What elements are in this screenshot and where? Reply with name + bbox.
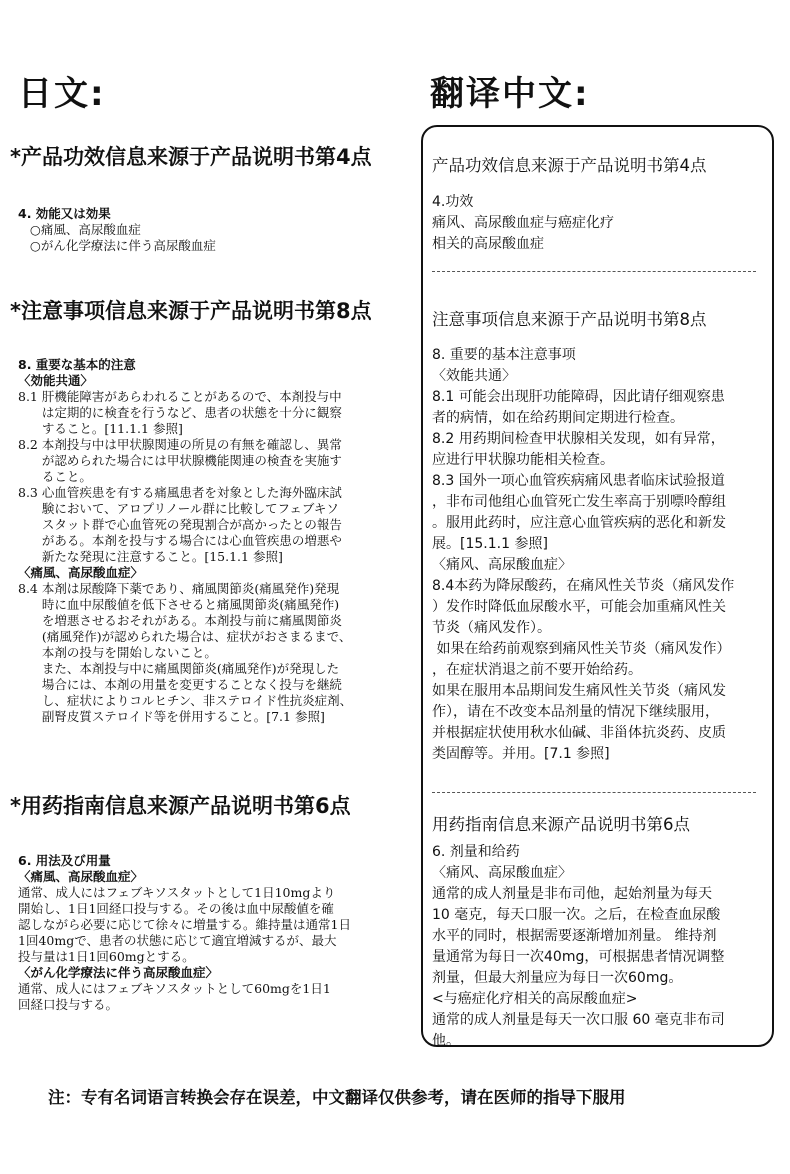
japanese-precautions-text (18, 357, 352, 725)
text-line: 6. 剂量和给药 (432, 844, 520, 860)
text-line: 他。 (432, 1033, 460, 1049)
text-line: 副腎皮質ステロイド等を併用すること。[7.1 参照] (18, 709, 325, 724)
text-line: 〈效能共通〉 (432, 368, 516, 384)
left-section-heading-dosage: *用药指南信息来源产品说明书第6点 (10, 794, 351, 818)
text-line: 如果在给药前观察到痛风性关节炎（痛风发作） (432, 641, 731, 657)
text-line: 类固醇等。并用。[7.1 参照] (432, 746, 610, 762)
text-line: 并根据症状使用秋水仙碱、非甾体抗炎药、皮质 (432, 725, 726, 741)
text-line: <与癌症化疗相关的高尿酸血症> (432, 991, 638, 1007)
text-line: 。服用此药时，应注意心血管疾病的恶化和新发 (432, 515, 726, 531)
text-line: 験において、アロプリノール群に比較してフェブキソ (18, 501, 339, 516)
japanese-efficacy-text (18, 206, 216, 254)
text-line: 8.2 本剤投与中は甲状腺関連の所見の有無を確認し、異常 (18, 437, 342, 452)
text-line: がある。本剤を投与する場合には心血管疾患の増悪や (18, 533, 342, 548)
text-line: スタット群で心血管死の発現割合が高かったとの報告 (18, 517, 342, 532)
text-line: し、症状によりコルヒチン、非ステロイド性抗炎症剤、 (18, 693, 353, 708)
text-line: 作），请在不改变本品剂量的情况下继续服用， (432, 704, 719, 720)
left-section-heading-efficacy: *产品功效信息来源于产品说明书第4点 (10, 145, 372, 169)
text-line: 8.4 本剤は尿酸降下薬であり、痛風関節炎(痛風発作)発現 (18, 581, 340, 596)
text-line: 〈痛風、高尿酸血症〉 (18, 565, 144, 580)
section-divider (432, 271, 756, 272)
text-line: 8.1 肝機能障害があらわれることがあるので、本剤投与中 (18, 389, 342, 404)
text-line: ）发作时降低血尿酸水平，可能会加重痛风性关 (432, 599, 726, 615)
text-line: 〈効能共通〉 (18, 373, 94, 388)
text-line: 認しながら必要に応じて徐々に増量する。維持量は通常1日 (18, 917, 351, 932)
text-line: 〈痛风、高尿酸血症〉 (432, 865, 572, 881)
text-line: 投与量は1日1回60mgとする。 (18, 949, 195, 964)
text-line: 4.功效 (432, 194, 474, 210)
text-line: 開始し、1日1回経口投与する。その後は血中尿酸値を確 (18, 901, 334, 916)
text-line: 展。[15.1.1 参照] (432, 536, 548, 552)
left-section-heading-precautions: *注意事项信息来源于产品说明书第8点 (10, 299, 372, 323)
text-line: (痛風発作)が認められた場合は、症状がおさまるまで、 (18, 629, 352, 644)
right-section-heading-efficacy: 产品功效信息来源于产品说明书第4点 (432, 156, 707, 175)
chinese-heading: 翻译中文: (430, 74, 590, 114)
text-line: 〈痛风、高尿酸血症〉 (432, 557, 572, 573)
text-line: 节炎（痛风发作）。 (432, 620, 551, 636)
text-line: 量通常为每日一次40mg，可根据患者情况调整 (432, 949, 725, 965)
text-line: 〈痛風、高尿酸血症〉 (18, 869, 144, 884)
japanese-dosage-text (18, 853, 351, 1013)
text-line: 通常的成人剂量是每天一次口服 60 毫克非布司 (432, 1012, 725, 1028)
text-line: 应进行甲状腺功能相关检查。 (432, 452, 614, 468)
text-line: 10 毫克，每天口服一次。之后，在检查血尿酸 (432, 907, 721, 923)
text-line: 6. 用法及び用量 (18, 853, 111, 868)
text-line: 8. 重要な基本的注意 (18, 357, 136, 372)
text-line: を増悪させるおそれがある。本剤投与前に痛風関節炎 (18, 613, 342, 628)
text-line: 8.2 用药期间检查甲状腺相关发现，如有异常， (432, 431, 725, 447)
text-line: ，在症状消退之前不要开始给药。 (432, 662, 642, 678)
text-line: 通常、成人にはフェブキソスタットとして1日10mgより (18, 885, 336, 900)
text-line: 1回40mgで、患者の状態に応じて適宜増減するが、最大 (18, 933, 337, 948)
text-line: 相关的高尿酸血症 (432, 236, 544, 252)
text-line: 8.1 可能会出现肝功能障碍，因此请仔细观察患 (432, 389, 725, 405)
text-line: 如果在服用本品期间发生痛风性关节炎（痛风发 (432, 683, 726, 699)
disclaimer-note: 注：专有名词语言转换会存在误差，中文翻译仅供参考，请在医师的指导下服用 (48, 1088, 626, 1107)
chinese-precautions-text (432, 345, 734, 765)
text-line: が認められた場合には甲状腺機能関連の検査を実施す (18, 453, 342, 468)
text-line: ○痛風、高尿酸血症 (18, 222, 141, 237)
right-section-heading-precautions: 注意事项信息来源于产品说明书第8点 (432, 310, 707, 329)
text-line: 8.4本药为降尿酸药，在痛风性关节炎（痛风发作 (432, 578, 735, 594)
text-line: 水平的同时，根据需要逐渐增加剂量。 维持剂 (432, 928, 717, 944)
chinese-efficacy-text (432, 192, 614, 255)
text-line: 痛风、高尿酸血症与癌症化疗 (432, 215, 614, 231)
text-line: 8.3 心血管疾患を有する痛風患者を対象とした海外臨床試 (18, 485, 342, 500)
japanese-heading: 日文: (18, 74, 106, 114)
section-divider (432, 792, 756, 793)
text-line: 8.3 国外一项心血管疾病痛风患者临床试验报道 (432, 473, 725, 489)
text-line: 者的病情，如在给药期间定期进行检查。 (432, 410, 684, 426)
text-line: 新たな発現に注意すること。[15.1.1 参照] (18, 549, 283, 564)
text-line: 8. 重要的基本注意事项 (432, 347, 576, 363)
text-line: は定期的に検査を行うなど、患者の状態を十分に観察 (18, 405, 342, 420)
text-line: 本剤の投与を開始しないこと。 (18, 645, 217, 660)
chinese-dosage-text (432, 842, 725, 1052)
text-line: 剂量，但最大剂量应为每日一次60mg。 (432, 970, 683, 986)
text-line: すること。[11.1.1 参照] (18, 421, 183, 436)
right-section-heading-dosage: 用药指南信息来源产品说明书第6点 (432, 815, 690, 834)
text-line: 回経口投与する。 (18, 997, 119, 1012)
text-line: 時に血中尿酸値を低下させると痛風関節炎(痛風発作) (18, 597, 340, 612)
text-line: また、本剤投与中に痛風関節炎(痛風発作)が発現した (18, 661, 340, 676)
text-line: 4. 効能又は効果 (18, 206, 111, 221)
text-line: ○がん化学療法に伴う高尿酸血症 (18, 238, 216, 253)
text-line: ること。 (18, 469, 92, 484)
text-line: 場合には、本剤の用量を変更することなく投与を継続 (18, 677, 342, 692)
text-line: 通常的成人剂量是非布司他，起始剂量为每天 (432, 886, 712, 902)
text-line: ，非布司他组心血管死亡发生率高于别嘌呤醇组 (432, 494, 726, 510)
text-line: 通常、成人にはフェブキソスタットとして60mgを1日1 (18, 981, 331, 996)
text-line: 〈がん化学療法に伴う高尿酸血症〉 (18, 965, 219, 980)
